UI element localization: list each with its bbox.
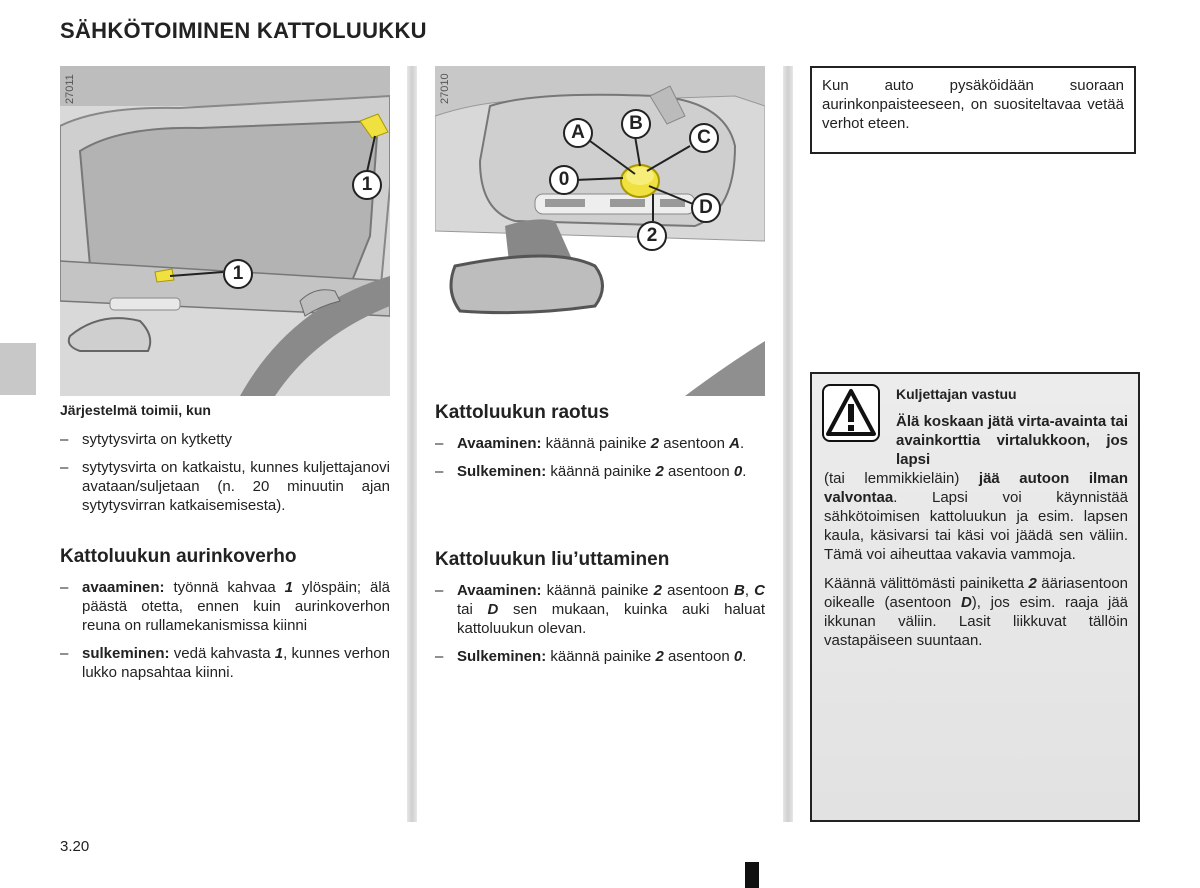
list-item: – Sulkeminen: käännä painike 2 asentoon 0. xyxy=(435,463,747,480)
warning-paragraph-2: Käännä välittömästi painiketta 2 ääriasentoon oikealle (asentoon D), jos esim. raaja jää ikkunan väliin. Lasit liikkuvat tällöin vastapäiseen suuntaan. xyxy=(824,575,1129,649)
callout-B: B xyxy=(621,109,651,139)
page-title: SÄHKÖTOIMINEN KATTOLUUKKU xyxy=(60,18,427,43)
callout-2: 2 xyxy=(637,221,667,251)
callout-C: C xyxy=(689,123,719,153)
list-item: – Avaaminen: käännä painike 2 asentoon B, C tai D sen mukaan, kuinka auki haluat kattoluukun olevan. xyxy=(435,582,765,637)
list-item: – sulkeminen: vedä kahvasta 1, kunnes verhon lukko napsahtaa kiinni. xyxy=(60,645,390,681)
parking-note-text: Kun auto pysäköidään suoraan aurinkonpaisteeseen, on suositeltavaa vetää verhot eteen. xyxy=(822,77,1124,132)
intro-heading: Järjestelmä toimii, kun xyxy=(60,402,211,418)
column-divider-right xyxy=(783,66,793,822)
chapter-tab xyxy=(0,343,36,395)
sunblind-list xyxy=(60,578,390,691)
warning-paragraph-1: Älä koskaan jätä virta-avainta tai avainkorttia virtalukkoon, jos lapsi (tai lemmikkieläin) jää autoon ilman valvontaa. Lapsi voi käynnistää sähkötoimisen kattoluukun ja esim. lapsen kaula, käsivarsi tai käsi voi jäädä sen väliin. Tämä voi aiheuttaa vakavia vammoja. xyxy=(824,413,1128,563)
column-divider-left xyxy=(407,66,417,822)
sunroof-switch-illustration xyxy=(435,66,765,396)
page-edge-marker xyxy=(745,862,759,888)
list-item: – avaaminen: työnnä kahvaa 1 ylöspäin; älä päästä otetta, ennen kuin aurinkoverhon reuna on rullamekanismissa kiinni xyxy=(60,579,390,634)
callout-1-upper: 1 xyxy=(352,170,382,200)
list-item: – Sulkeminen: käännä painike 2 asentoon 0. xyxy=(435,648,747,665)
sunroof-blind-figure xyxy=(60,66,390,396)
section-heading-sunblind: Kattoluukun aurinkoverho xyxy=(60,546,297,567)
driver-responsibility-warning xyxy=(810,372,1140,822)
list-item: – Avaaminen: käännä painike 2 asentoon A. xyxy=(435,435,745,452)
section-heading-slide: Kattoluukun liu’uttaminen xyxy=(435,549,670,570)
callout-0: 0 xyxy=(549,165,579,195)
figure-code-middle: 27010 xyxy=(439,73,451,104)
page-number: 3.20 xyxy=(60,838,90,855)
callout-1-lower: 1 xyxy=(223,259,253,289)
list-item: – sytytysvirta on katkaistu, kunnes kuljettajanovi avataan/suljetaan (n. 20 minuutin ajan sytytysvirran katkaisemisesta). xyxy=(60,459,390,514)
section-heading-tilt: Kattoluukun raotus xyxy=(435,402,610,423)
callout-A: A xyxy=(563,118,593,148)
parking-note-box xyxy=(810,66,1136,154)
callout-D: D xyxy=(691,193,721,223)
sunroof-switch-figure xyxy=(435,66,765,396)
sunroof-blind-illustration xyxy=(60,66,390,396)
tilt-list xyxy=(435,434,765,490)
warning-title: Kuljettajan vastuu xyxy=(896,386,1017,402)
slide-list xyxy=(435,581,765,675)
list-item: – sytytysvirta on kytketty xyxy=(60,431,233,448)
figure-code-left: 27011 xyxy=(64,74,76,104)
intro-list xyxy=(60,430,390,524)
